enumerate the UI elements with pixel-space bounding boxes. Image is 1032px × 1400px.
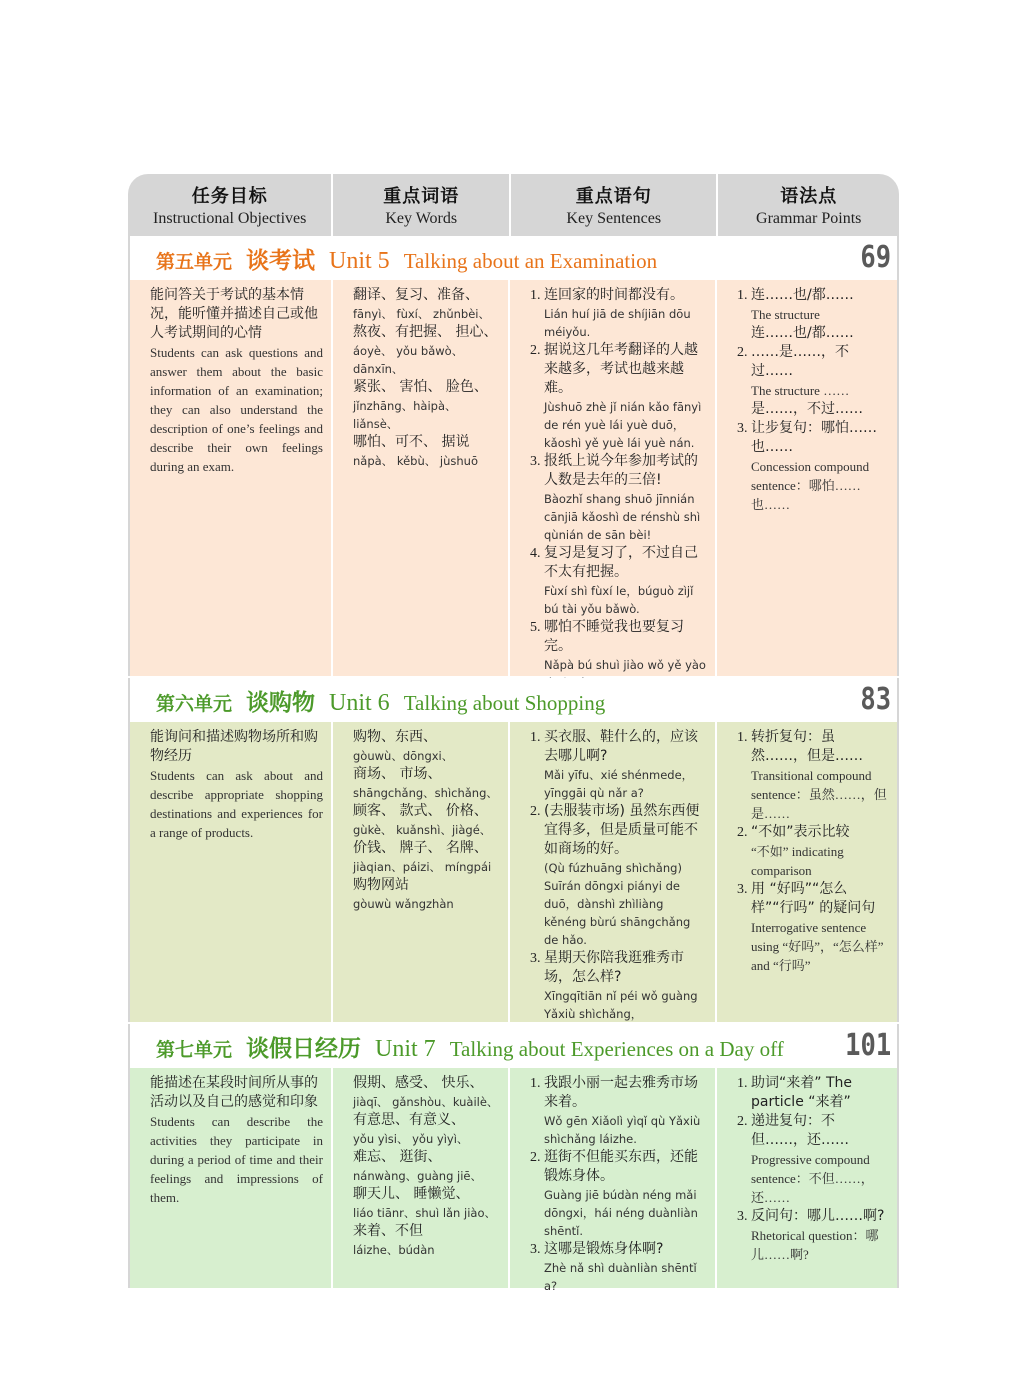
grammar-line: “不如”表示比较 [751,824,850,840]
item-number: 1. [737,730,748,745]
item-number: 3. [530,454,541,469]
key-sentence [530,544,707,618]
keyword-zh: 价钱、 牌子、 名牌、 [353,840,488,856]
grammar-line: The structure [751,307,820,322]
header-en: Grammar Points [756,210,862,227]
keyword-group [353,876,500,913]
keyword-group [353,433,500,470]
keyword-zh: 紧张、 害怕、 脸色、 [353,379,488,395]
unit-title-en: Talking about Shopping [403,690,606,715]
sentence-zh: 哪怕不睡觉我也要复习完。 [544,619,684,654]
item-number: 3. [530,951,541,966]
keyword-zh: 商场、 市场、 [353,766,442,782]
table-of-contents [128,174,899,1293]
sentence-pinyin: Lián huí jiā de shíjiān dōu méiyǒu. [544,307,691,339]
grammar-line: 助词“来着” The particle “来着” [751,1075,852,1110]
grammar-line: “不如” indicating comparison [751,844,844,878]
keyword-group [353,728,500,765]
keyword-group [353,323,500,378]
keyword-pinyin: jiàqī、 gǎnshòu、kuàilè、 [353,1095,499,1109]
key-sentence [530,1074,707,1148]
item-number: 2. [737,345,748,360]
item-number: 1. [530,1076,541,1091]
item-number: 3. [737,421,748,436]
item-number: 1. [737,1076,748,1091]
keyword-zh: 翻译、复习、准备、 [353,287,479,303]
key-sentence [530,728,707,802]
keyword-group [353,765,500,802]
keyword-pinyin: shāngchǎng、shìchǎng、 [353,786,498,800]
grammar-point [737,728,889,823]
unit-number-en: Unit 6 [329,689,390,716]
keyword-group [353,1074,500,1111]
sentence-pinyin: Bàozhǐ shang shuō jīnnián cānjiā kǎoshì de rénshù shì qùnián de sān bèi! [544,492,701,542]
objectives-en: Students can describe the activities they participate in during a period of time and their feelings and impressions of them. [150,1114,323,1205]
keyword-group [353,1148,500,1185]
unit-body [128,280,899,678]
item-number: 2. [530,343,541,358]
grammar-line: Interrogative sentence using “好吗”，“怎么样” and “行吗” [751,920,884,973]
grammar-line: Concession compound sentence：哪怕……也…… [751,459,870,512]
unit-number-en: Unit 5 [329,247,390,274]
objectives-zh: 能问答关于考试的基本情况，能听懂并描述自己或他人考试期间的心情 [150,287,318,341]
item-number: 1. [737,288,748,303]
sentence-pinyin: Wǒ gēn Xiǎolì yìqǐ qù Yǎxiù shìchǎng láizhe. [544,1114,701,1146]
sentence-zh: 报纸上说今年参加考试的人数是去年的三倍! [544,453,698,488]
item-number: 2. [530,1150,541,1165]
key-sentence [530,802,707,949]
header-en: Key Sentences [566,210,662,227]
sentence-zh: 这哪是锻炼身体啊? [544,1241,664,1257]
keyword-zh: 哪怕、可不、 据说 [353,434,470,450]
objectives-cell [128,280,333,676]
objectives-zh: 能询问和描述购物场所和购物经历 [150,729,318,764]
item-number: 4. [530,546,541,561]
header-grammar-points [718,174,899,236]
objectives-zh: 能描述在某段时间所从事的活动以及自己的感觉和印象 [150,1075,318,1110]
sentence-zh: 据说这几年考翻译的人越来越多，考试也越来越难。 [544,342,698,396]
grammar-cell [717,280,899,676]
header-zh: 语法点 [780,186,838,207]
grammar-point [737,823,889,880]
unit-title [156,684,605,717]
grammar-line: ……是……，不过…… [751,344,849,379]
unit-title [156,1030,784,1063]
keyword-zh: 购物、东西、 [353,729,437,745]
sentence-pinyin: Mǎi yīfu、xié shénmede，yīnggāi qù nǎr a? [544,768,694,800]
keyword-zh: 购物网站 [353,877,409,893]
unit-title-bar [128,236,899,280]
unit-number-en: Unit 7 [375,1035,436,1062]
unit-body [128,1068,899,1293]
keyword-group [353,286,500,323]
keyword-group [353,378,500,433]
grammar-point [737,1112,889,1207]
header-objectives [128,174,333,236]
item-number: 2. [530,804,541,819]
keyword-zh: 聊天儿、 睡懒觉、 [353,1186,470,1202]
sentence-zh: 星期天你陪我逛雅秀市场，怎么样? [544,950,684,985]
unit-topic-cn: 谈假日经历 [246,1035,362,1062]
keyword-pinyin: jǐnzhāng、hàipà、liǎnsè、 [353,399,457,431]
keyword-pinyin: nánwàng、guàng jiē、 [353,1169,483,1183]
grammar-line: 用 “好吗”“怎么样”“行吗” 的疑问句 [751,881,876,916]
unit-topic-cn: 谈购物 [246,689,316,716]
keyword-group [353,1222,500,1259]
grammar-line: Transitional compound sentence：虽然……，但是…… [751,768,887,821]
key-sentence [530,341,707,452]
unit-number-cn: 第五单元 [156,250,233,273]
keyword-pinyin: áoyè、 yǒu bǎwò、dānxīn、 [353,344,464,376]
unit-number-cn: 第七单元 [156,1038,233,1061]
grammar-line: 连……也/都…… [751,325,854,341]
keyword-group [353,802,500,839]
page-number: 101 [844,1028,891,1063]
header-key-words [333,174,511,236]
item-number: 2. [737,1114,748,1129]
unit-title [156,242,657,275]
keyword-group [353,1111,500,1148]
objectives-en: Students can ask about and describe appropriate shopping destinations and experiences for a range of products. [150,768,323,840]
sentence-zh: 买衣服、鞋什么的，应该去哪儿啊? [544,729,698,764]
grammar-line: 是……，不过…… [751,401,863,417]
unit-body [128,722,899,1024]
grammar-line: 转折复句：虽然……，但是…… [751,729,863,764]
objectives-en: Students can ask questions and answer them about the basic information of an examination; they can also understand the description of one’s feelings and describe their own feelings during an exam. [150,345,323,474]
sentence-pinyin: (Qù fúzhuāng shìchǎng) Suīrán dōngxi piányi de duō，dànshì zhìliàng kěnéng bùrú shāngchǎng de hǎo. [544,861,691,947]
unit-title-en: Talking about an Examination [403,248,658,273]
objectives-cell [128,722,333,1022]
sentences-cell [510,280,717,676]
item-number: 3. [737,882,748,897]
keyword-pinyin: jiàqian、páizi、 míngpái [353,860,492,874]
sentence-pinyin: Nǎpà bú shuì jiào wǒ yě yào [544,658,706,672]
keyword-pinyin: gòuwù、dōngxi、 [353,749,454,763]
grammar-line: The structure …… [751,383,850,398]
grammar-point [737,1074,889,1112]
page-number: 69 [860,240,891,275]
keywords-cell [333,280,510,676]
grammar-cell [717,722,899,1022]
header-en: Key Words [385,210,458,227]
sentence-zh: 逛街不但能买东西，还能锻炼身体。 [544,1149,698,1184]
grammar-point [737,1207,889,1264]
unit-number-cn: 第六单元 [156,692,233,715]
keyword-zh: 熬夜、有把握、 担心、 [353,324,498,340]
keyword-zh: 有意思、有意义、 [353,1112,465,1128]
sentences-cell [510,1068,717,1293]
grammar-line: 反问句：哪儿……啊? [751,1208,885,1224]
item-number: 5. [530,620,541,635]
item-number: 1. [530,730,541,745]
sentence-zh: (去服装市场) 虽然东西便宜得多，但是质量可能不如商场的好。 [544,803,700,857]
sentence-pinyin: Guàng jiē búdàn néng mǎi dōngxi，hái néng duànliàn shēntǐ. [544,1188,698,1238]
unit-list [128,236,899,1293]
key-sentence [530,1240,707,1295]
keyword-pinyin: nǎpà、 kěbù、 jùshuō [353,454,478,468]
page-number: 83 [860,682,891,717]
grammar-line: Rhetorical question：哪儿……啊? [751,1228,879,1262]
keywords-cell [333,1068,510,1288]
table-header [128,174,899,236]
unit-title-bar [128,678,899,722]
keyword-zh: 来着、不但 [353,1223,423,1239]
sentence-pinyin: Fùxí shì fùxí le，búguò zìjǐ bú tài yǒu bǎwò. [544,584,694,616]
sentence-pinyin: Zhè nǎ shì duànliàn shēntǐ a? [544,1261,697,1293]
grammar-line: 递进复句：不但……，还…… [751,1113,849,1148]
keyword-pinyin: láizhe、búdàn [353,1243,435,1257]
grammar-line: 让步复句：哪怕……也…… [751,420,877,455]
grammar-line: Progressive compound sentence：不但……，还…… [751,1152,874,1205]
sentences-cell [510,722,717,1022]
grammar-point [737,880,889,975]
grammar-point [737,343,889,419]
unit-title-en: Talking about Experiences on a Day off [449,1036,784,1061]
keyword-pinyin: fānyì、 fùxí、 zhǔnbèi、 [353,307,491,321]
keyword-zh: 顾客、 款式、 价格、 [353,803,488,819]
keyword-pinyin: gùkè、 kuǎnshì、jiàgé、 [353,823,492,837]
keyword-pinyin: gòuwù wǎngzhàn [353,897,454,911]
keyword-group [353,1185,500,1222]
grammar-cell [717,1068,899,1288]
header-zh: 任务目标 [191,186,268,207]
keyword-zh: 难忘、 逛街、 [353,1149,442,1165]
key-sentence [530,286,707,341]
unit-title-bar [128,1024,899,1068]
keyword-zh: 假期、感受、 快乐、 [353,1075,484,1091]
keyword-pinyin: yǒu yìsi、 yǒu yìyì、 [353,1132,469,1146]
item-number: 2. [737,825,748,840]
sentence-zh: 我跟小丽一起去雅秀市场来着。 [544,1075,698,1110]
sentence-zh: 连回家的时间都没有。 [544,287,684,303]
keyword-pinyin: liáo tiānr、shuì lǎn jiào、 [353,1206,496,1220]
header-key-sentences [511,174,718,236]
grammar-point [737,419,889,514]
header-zh: 重点词语 [383,186,460,207]
item-number: 3. [530,1242,541,1257]
grammar-point [737,286,889,343]
sentence-pinyin: Xīngqītiān nǐ péi wǒ guàng Yǎxiù shìchǎng， [544,989,698,1021]
header-zh: 重点语句 [575,186,652,207]
keywords-cell [333,722,510,1022]
objectives-cell [128,1068,333,1288]
keyword-group [353,839,500,876]
item-number: 1. [530,288,541,303]
key-sentence [530,1148,707,1240]
item-number: 3. [737,1209,748,1224]
header-en: Instructional Objectives [153,210,307,227]
sentence-zh: 复习是复习了，不过自己不太有把握。 [544,545,698,580]
grammar-line: 连……也/都…… [751,287,854,303]
key-sentence [530,452,707,544]
unit-topic-cn: 谈考试 [246,247,316,274]
sentence-pinyin: Jùshuō zhè jǐ nián kǎo fānyì de rén yuè lái yuè duō，kǎoshì yě yuè lái yuè nán. [544,400,702,450]
